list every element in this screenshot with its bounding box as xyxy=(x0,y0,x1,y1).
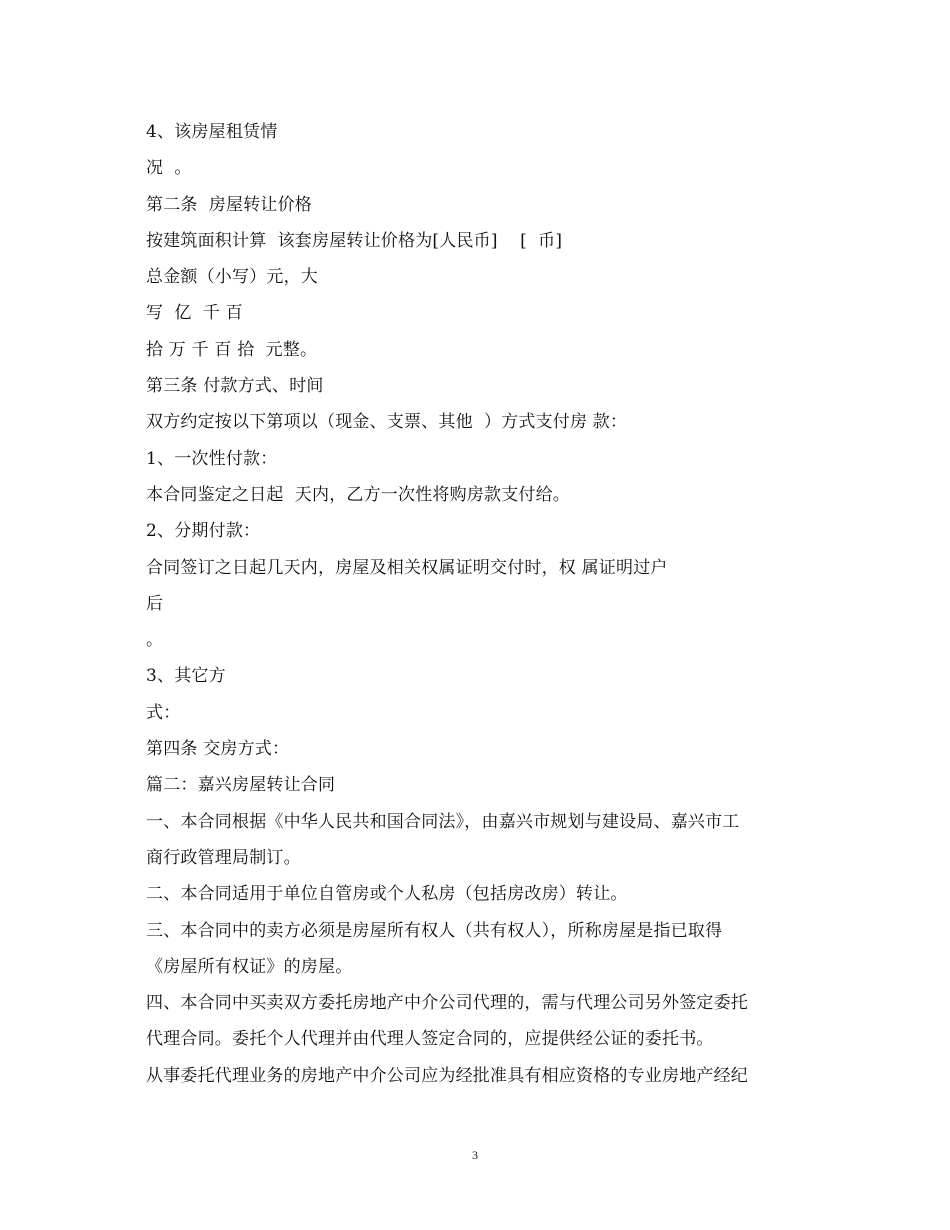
text-line: 双方约定按以下第项以（现金、支票、其他 ）方式支付房 款： xyxy=(146,412,628,433)
text-line: 从事委托代理业务的房地产中介公司应为经批准具有相应资格的专业房地产经纪 xyxy=(146,1065,748,1086)
text-line: 。 xyxy=(146,630,164,651)
text-line: 合同签订之日起几天内，房屋及相关权属证明交付时，权 属证明过户 xyxy=(146,557,668,578)
text-line: 4、该房屋租赁情 xyxy=(146,122,278,142)
page-number: 3 xyxy=(472,1148,478,1162)
text-line: 《房屋所有权证》的房屋。 xyxy=(146,956,353,977)
document-body xyxy=(146,114,806,1094)
text-line: 拾 万 千 百 拾 元整。 xyxy=(146,339,318,360)
text-line: 后 xyxy=(146,593,164,614)
text-line: 三、本合同中的卖方必须是房屋所有权人（共有权人），所称房屋是指已取得 xyxy=(146,920,723,941)
text-line: 二、本合同适用于单位自管房或个人私房（包括房改房）转让。 xyxy=(146,884,628,905)
section-heading: 第二条 房屋转让价格 xyxy=(146,194,313,215)
text-line: 总金额（小写）元，大 xyxy=(146,267,318,288)
text-line: 代理合同。委托个人代理并由代理人签定合同的，应提供经公证的委托书。 xyxy=(146,1029,714,1050)
section-heading: 第四条 交房方式： xyxy=(146,739,290,760)
text-line: 式： xyxy=(146,702,181,723)
text-line: 按建筑面积计算 该套房屋转让价格为[人民币] [ 币] xyxy=(146,230,563,251)
section-heading: 第三条 付款方式、时间 xyxy=(146,376,324,397)
text-line: 2、分期付款： xyxy=(146,521,261,542)
text-line: 写 亿 千 百 xyxy=(146,303,243,324)
text-line: 3、其它方 xyxy=(146,666,226,687)
text-line: 四、本合同中买卖双方委托房地产中介公司代理的，需与代理公司另外签定委托 xyxy=(146,993,748,1014)
text-line: 况 。 xyxy=(146,158,192,179)
section-heading: 篇二：嘉兴房屋转让合同 xyxy=(146,775,336,796)
text-line: 1、一次性付款： xyxy=(146,448,278,469)
text-line: 本合同鉴定之日起 天内，乙方一次性将购房款支付给。 xyxy=(146,484,571,505)
text-line: 一、本合同根据《中华人民共和国合同法》，由嘉兴市规划与建设局、嘉兴市工 xyxy=(146,811,740,832)
text-line: 商行政管理局制订。 xyxy=(146,847,301,868)
